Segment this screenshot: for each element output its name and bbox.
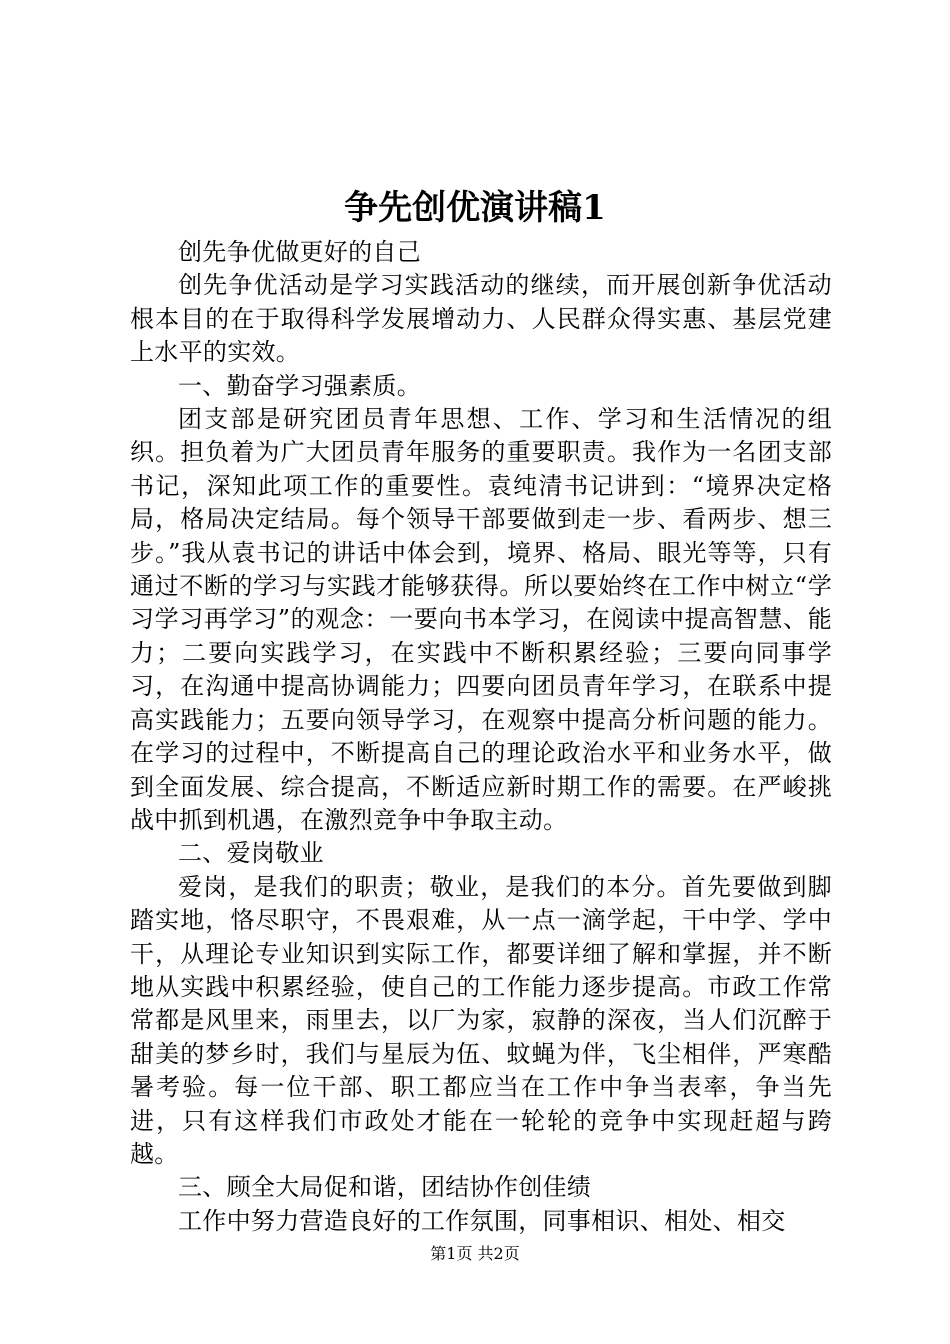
paragraph-section-2: 爱岗，是我们的职责；敬业，是我们的本分。首先要做到脚踏实地，恪尽职守，不畏艰难，从一点一滴学起，干中学、学中干，从理论专业知识到实际工作，都要详细了解和掌握，并不断地从实践中积累经验，使自己的工作能力逐步提高。市政工作常常都是风里来，雨里去，以厂为家，寂静的深夜，当人们沉醉于甜美的梦乡时，我们与星辰为伍、蚊蝇为伴，飞尘相伴，严寒酷暑考验。每一位干部、职工都应当在工作中争当表率，争当先进，只有这样我们市政处才能在一轮轮的竞争中实现赶超与跨越。 bbox=[130, 872, 832, 1168]
paragraph-section-1: 团支部是研究团员青年思想、工作、学习和生活情况的组织。担负着为广大团员青年服务的重要职责。我作为一名团支部书记，深知此项工作的重要性。袁纯清书记讲到：“境界决定格局，格局决定结局。每个领导干部要做到走一步、看两步、想三步。”我从袁书记的讲话中体会到，境界、格局、眼光等等，只有通过不断的学习与实践才能够获得。所以要始终在工作中树立“学习学习再学习”的观念：一要向书本学习，在阅读中提高智慧、能力；二要向实践学习，在实践中不断积累经验；三要向同事学习，在沟通中提高协调能力；四要向团员青年学习，在联系中提高实践能力；五要向领导学习，在观察中提高分析问题的能力。在学习的过程中，不断提高自己的理论政治水平和业务水平，做到全面发展、综合提高，不断适应新时期工作的需要。在严峻挑战中抓到机遇，在激烈竞争中争取主动。 bbox=[130, 405, 832, 834]
section-heading-3: 三、顾全大局促和谐，团结协作创佳绩 bbox=[178, 1173, 592, 1202]
section-heading-2: 二、爱岗敬业 bbox=[178, 839, 324, 868]
paragraph-subtitle: 创先争优做更好的自己 bbox=[178, 238, 421, 266]
page-footer: 第1页 共2页 bbox=[430, 1244, 520, 1263]
document-body bbox=[130, 236, 832, 1238]
paragraph-intro: 创先争优活动是学习实践活动的继续，而开展创新争优活动根本目的在于取得科学发展增动力、人民群众得实惠、基层党建上水平的实效。 bbox=[130, 271, 832, 367]
paragraph-section-3: 工作中努力营造良好的工作氛围，同事相识、相处、相交 bbox=[178, 1206, 786, 1235]
document-title: 争先创优演讲稿1 bbox=[344, 188, 606, 228]
section-heading-1: 一、勤奋学习强素质。 bbox=[178, 371, 421, 400]
